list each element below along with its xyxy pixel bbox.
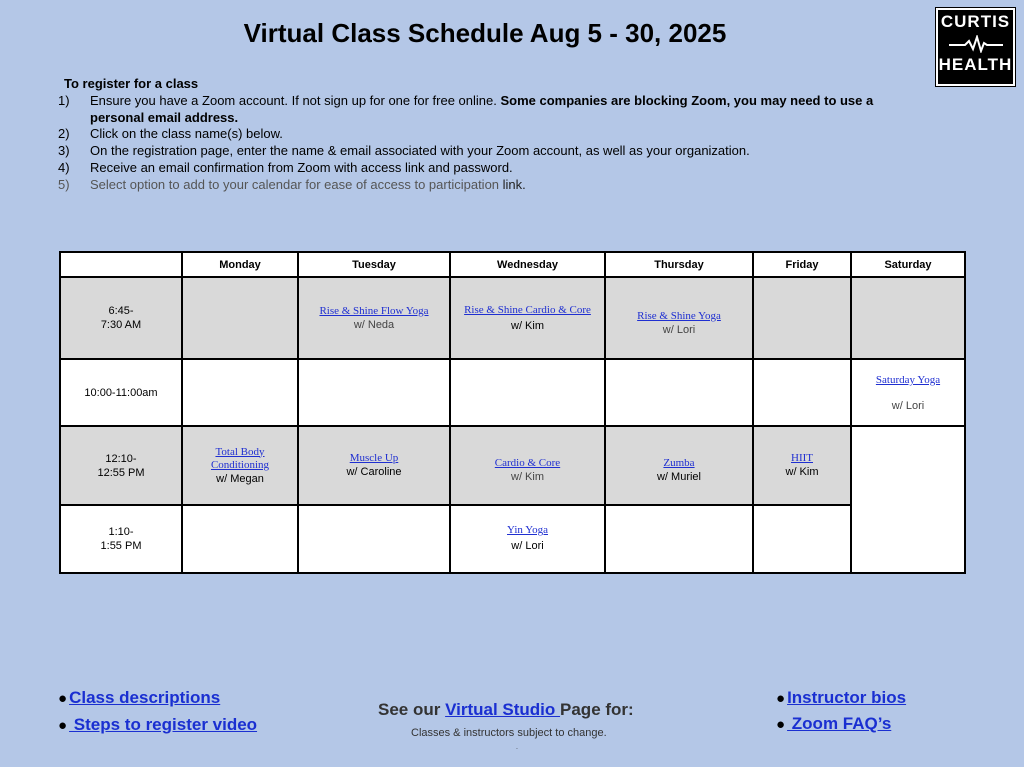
table-row xyxy=(60,277,965,359)
time-cell xyxy=(60,505,182,573)
instructor-name: w/ Kim xyxy=(511,471,544,483)
step-text: Ensure you have a Zoom account. If not sign up for one for free online. xyxy=(90,92,501,108)
class-cell xyxy=(298,277,450,359)
time-end: 1:55 PM xyxy=(100,540,142,552)
instructor-bios-link[interactable]: Instructor bios xyxy=(787,688,907,707)
step-text: Click on the class name(s) below. xyxy=(90,126,283,142)
instruction-step xyxy=(58,143,918,160)
empty-cell xyxy=(605,505,753,573)
instructor-bios-item xyxy=(776,688,906,708)
see-prefix: See our xyxy=(378,700,446,719)
step-text: Receive an email confirmation from Zoom with access link and password. xyxy=(90,159,513,175)
time-start: 12:10- xyxy=(105,452,137,465)
empty-cell xyxy=(182,505,298,573)
instructor-name: w/ Megan xyxy=(216,472,264,485)
class-descriptions-item xyxy=(58,688,220,708)
empty-cell xyxy=(605,359,753,426)
step-number: 2) xyxy=(58,126,70,142)
instruction-step xyxy=(58,160,918,177)
subject-to-change-note: Classes & instructors subject to change. xyxy=(411,727,607,739)
table-row xyxy=(60,505,965,573)
steps-video-item xyxy=(58,715,257,735)
day-header: Saturday xyxy=(851,252,965,277)
empty-cell xyxy=(851,277,965,359)
class-link[interactable]: Rise & Shine Flow Yoga xyxy=(319,304,429,317)
class-cell xyxy=(298,426,450,505)
time-cell xyxy=(60,359,182,426)
class-cell xyxy=(450,426,605,505)
time-range: 10:00-11:00am xyxy=(84,386,158,399)
table-row xyxy=(60,426,965,505)
class-link[interactable]: Total Body xyxy=(215,445,265,458)
bullet-icon: ● xyxy=(58,717,68,734)
class-link[interactable]: Yin Yoga xyxy=(507,524,548,536)
steps-video-link[interactable]: Steps to register video xyxy=(69,715,258,734)
zoom-faq-item xyxy=(776,714,891,734)
registration-instructions xyxy=(58,76,918,194)
step-number: 5) xyxy=(58,176,70,192)
logo-line-2: HEALTH xyxy=(938,55,1013,74)
class-link[interactable]: Muscle Up xyxy=(349,452,399,464)
class-cell xyxy=(182,426,298,505)
day-header: Thursday xyxy=(605,252,753,277)
class-link[interactable]: Rise & Shine Cardio & Core xyxy=(464,303,591,316)
instructions-heading: To register for a class xyxy=(64,76,199,91)
class-cell xyxy=(450,277,605,359)
time-start: 6:45- xyxy=(108,305,134,317)
corner-cell xyxy=(60,252,182,277)
step-warning: Some companies are blocking Zoom, you may need to use a personal email address. xyxy=(90,92,874,125)
step-text: On the registration page, enter the name & email associated with your Zoom account, as well as your organization. xyxy=(90,143,750,159)
instructor-name: w/ Neda xyxy=(353,318,395,331)
class-link[interactable]: Rise & Shine Yoga xyxy=(637,309,721,322)
class-link[interactable]: Cardio & Core xyxy=(494,457,561,469)
curtis-health-logo xyxy=(936,8,1015,86)
empty-cell xyxy=(450,359,605,426)
day-header: Wednesday xyxy=(450,252,605,277)
empty-cell xyxy=(753,505,851,573)
class-schedule-table xyxy=(59,251,966,574)
class-link[interactable]: Saturday Yoga xyxy=(875,374,941,386)
step-text: Select option to add to your calendar for ease of access to participation xyxy=(90,176,503,192)
empty-cell xyxy=(182,277,298,359)
class-descriptions-link[interactable]: Class descriptions xyxy=(69,688,221,707)
class-cell xyxy=(851,359,965,426)
page-title: Virtual Class Schedule Aug 5 - 30, 2025 xyxy=(243,18,727,48)
step-number: 3) xyxy=(58,143,70,159)
virtual-studio-link[interactable]: Virtual Studio xyxy=(445,700,561,719)
class-cell xyxy=(605,426,753,505)
instructor-name: w/ Lori xyxy=(662,323,696,336)
bullet-icon: ● xyxy=(776,690,786,707)
class-cell xyxy=(450,505,605,573)
heartbeat-icon xyxy=(947,35,1005,53)
time-start: 1:10- xyxy=(108,526,134,538)
class-cell xyxy=(753,426,851,505)
day-header: Monday xyxy=(182,252,298,277)
virtual-studio-line xyxy=(378,700,634,720)
empty-cell xyxy=(753,359,851,426)
day-header: Friday xyxy=(753,252,851,277)
instruction-step xyxy=(58,177,918,194)
instruction-step xyxy=(58,93,918,127)
time-cell xyxy=(60,426,182,505)
time-cell xyxy=(60,277,182,359)
logo-line-1: CURTIS xyxy=(940,12,1011,31)
instructor-name: w/ Lori xyxy=(891,400,925,412)
class-cell xyxy=(605,277,753,359)
empty-cell xyxy=(182,359,298,426)
step-number: 1) xyxy=(58,92,70,108)
footer-dot: . xyxy=(516,744,518,751)
instructor-name: w/ Kim xyxy=(511,319,544,332)
bullet-icon: ● xyxy=(776,716,786,733)
empty-cell xyxy=(298,505,450,573)
empty-cell xyxy=(298,359,450,426)
instructor-name: w/ Caroline xyxy=(346,466,402,478)
table-row xyxy=(60,359,965,426)
empty-cell xyxy=(753,277,851,359)
day-header: Tuesday xyxy=(298,252,450,277)
class-link[interactable]: HIIT xyxy=(791,452,813,464)
instruction-step xyxy=(58,126,918,143)
time-end: 7:30 AM xyxy=(100,319,142,331)
step-number: 4) xyxy=(58,159,70,175)
time-end: 12:55 PM xyxy=(97,466,145,479)
instructor-name: w/ Muriel xyxy=(656,471,701,483)
bullet-icon: ● xyxy=(58,690,68,707)
step-tail: link. xyxy=(502,176,526,192)
table-header-row xyxy=(60,252,965,277)
class-link[interactable]: Conditioning xyxy=(210,458,270,471)
instructor-name: w/ Kim xyxy=(785,466,819,478)
zoom-faq-link[interactable]: Zoom FAQ’s xyxy=(787,714,892,733)
class-link[interactable]: Zumba xyxy=(663,457,695,469)
instructor-name: w/ Lori xyxy=(511,540,544,552)
empty-cell xyxy=(851,426,965,573)
see-suffix: Page for: xyxy=(560,700,634,719)
